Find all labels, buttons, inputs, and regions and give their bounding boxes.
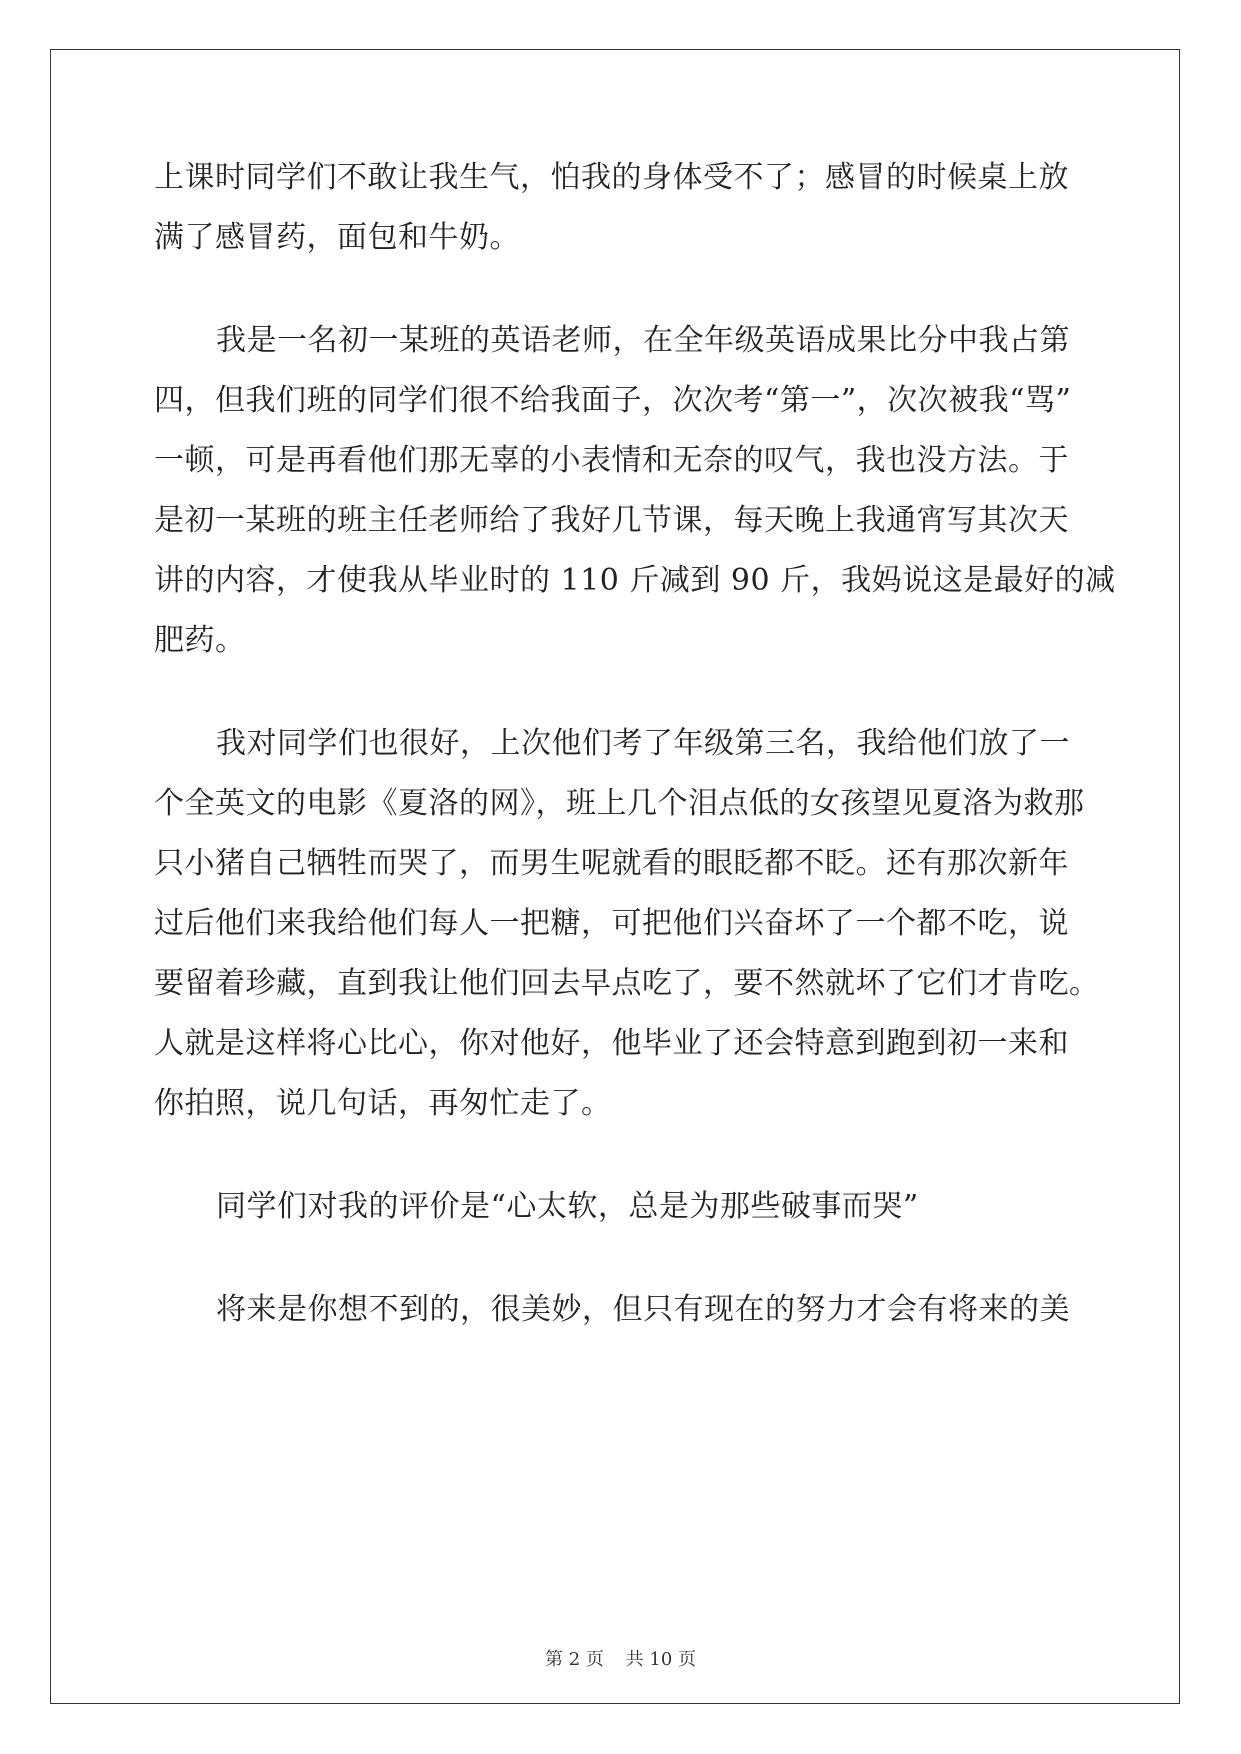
text-line: 人就是这样将心比心，你对他好，他毕业了还会特意到跑到初一来和	[154, 1026, 1069, 1061]
text-line: 同学们对我的评价是“心太软，总是为那些破事而哭”	[216, 1189, 919, 1224]
page-total: 共 10 页	[625, 1649, 696, 1670]
text-line: 一顿，可是再看他们那无辜的小表情和无奈的叹气，我也没方法。于	[154, 443, 1069, 478]
text-line: 肥药。	[154, 623, 246, 658]
text-line: 你拍照，说几句话，再匆忙走了。	[154, 1086, 612, 1121]
text-line: 过后他们来我给他们每人一把糖，可把他们兴奋坏了一个都不吃，说	[154, 906, 1069, 941]
text-line: 是初一某班的班主任老师给了我好几节课，每天晚上我通宵写其次天	[154, 503, 1069, 538]
text-line: 讲的内容，才使我从毕业时的 110 斤减到 90 斤，我妈说这是最好的减	[154, 563, 1116, 598]
text-line: 满了感冒药，面包和牛奶。	[154, 220, 520, 255]
text-line: 我对同学们也很好，上次他们考了年级第三名，我给他们放了一	[216, 726, 1070, 761]
text-line: 个全英文的电影《夏洛的网》，班上几个泪点低的女孩望见夏洛为救那	[154, 786, 1085, 821]
text-line: 上课时同学们不敢让我生气，怕我的身体受不了；感冒的时候桌上放	[154, 160, 1069, 195]
page-footer	[0, 1645, 1241, 1671]
text-line: 要留着珍藏，直到我让他们回去早点吃了，要不然就坏了它们才肯吃。	[154, 966, 1100, 1001]
text-line: 我是一名初一某班的英语老师，在全年级英语成果比分中我占第	[216, 323, 1070, 358]
text-line: 只小猪自己牺牲而哭了，而男生呢就看的眼眨都不眨。还有那次新年	[154, 846, 1069, 881]
page-number: 第 2 页	[545, 1649, 604, 1670]
document-body	[154, 148, 1116, 1340]
text-line: 四，但我们班的同学们很不给我面子，次次考“第一”，次次被我“骂”	[154, 383, 1072, 418]
text-line: 将来是你想不到的，很美妙，但只有现在的努力才会有将来的美	[216, 1292, 1070, 1327]
